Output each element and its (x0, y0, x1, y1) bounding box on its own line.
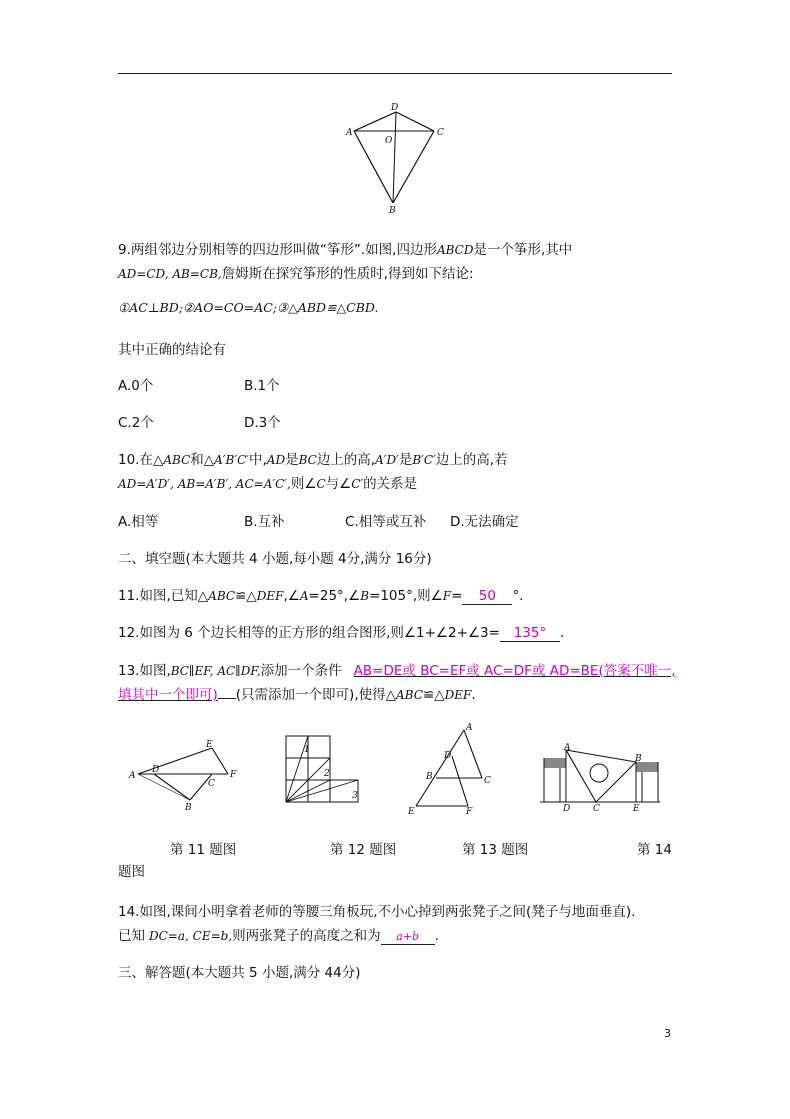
fig12-label-3: 3 (352, 791, 358, 801)
page-number: 3 (664, 1027, 671, 1040)
fig11-label-d: D (152, 765, 160, 775)
fig14-label-d: D (563, 804, 571, 812)
fig11-label-e: E (206, 740, 213, 750)
q11-answer: 50 (478, 588, 496, 604)
fig13-label-f: F (466, 807, 473, 814)
fig14-label-b: B (635, 754, 642, 764)
q13-line2: 填其中一个即可) (只需添加一个即可),使得△ABC≌△DEF. (118, 687, 476, 703)
caption-fig-14: 第 14 (637, 842, 672, 858)
figure-14 (538, 740, 662, 812)
kite-label-o: O (385, 136, 393, 146)
q14-line1: 14.如图,课间小明拿着老师的等腰三角板玩,不小心掉到两张凳子之间(凳子与地面垂直). (118, 904, 636, 920)
section-3-heading: 三、解答题(本大题共 5 小题,满分 44分) (118, 965, 361, 981)
fig13-label-c: C (484, 776, 491, 786)
kite-label-a: A (346, 128, 353, 138)
q13-line1: 13.如图,BC∥EF, AC∥DF,添加一个条件 AB=DE或 BC=EF或 AC=DF或 AD=BE(答案不唯一, (118, 663, 676, 679)
fig11-label-c: C (208, 779, 215, 789)
fig14-label-e: E (633, 804, 640, 812)
q9-conclusions: ①AC⊥BD;②AO=CO=AC;③△ABD≌△CBD. (118, 300, 379, 315)
q12-answer: 135° (513, 625, 547, 641)
q9-option-d: D.3个 (244, 415, 281, 431)
q14-answer: a+b (396, 930, 420, 943)
fig14-label-a: A (564, 743, 571, 753)
kite-label-d: D (391, 103, 399, 113)
header-rule (118, 73, 672, 74)
fig11-label-f: F (230, 770, 237, 780)
fig11-label-b: B (185, 803, 192, 813)
figure-11 (124, 734, 244, 814)
q14-line2: 已知 DC=a, CE=b,则两张凳子的高度之和为 a+b . (118, 928, 439, 944)
caption-fig-14-continued: 题图 (118, 864, 145, 880)
q13-answer-part1: AB=DE或 BC=EF或 AC=DF或 AD=BE(答案不唯一, (353, 663, 676, 679)
kite-figure (330, 100, 460, 220)
fig11-label-a: A (129, 771, 136, 781)
kite-label-c: C (437, 128, 444, 138)
q10-line1: 10.在△ABC和△A′B′C′中,AD是BC边上的高,A′D′是B′C′边上的高,若 (118, 452, 508, 468)
caption-fig-12: 第 12 题图 (330, 842, 397, 858)
section-2-heading: 二、填空题(本大题共 4 小题,每小题 4分,满分 16分) (118, 551, 432, 567)
kite-label-b: B (389, 206, 396, 216)
q9-option-a: A.0个 (118, 378, 154, 394)
q11: 11.如图,已知△ABC≌△DEF,∠A=25°,∠B=105°,则∠F= 50 °. (118, 588, 524, 604)
q9-line1: 9.两组邻边分别相等的四边形叫做“筝形”.如图,四边形ABCD是一个筝形,其中 (118, 242, 573, 258)
q9-line2: AD=CD, AB=CB,詹姆斯在探究筝形的性质时,得到如下结论: (118, 266, 474, 282)
q10-option-c: C.相等或互补 (345, 514, 427, 530)
caption-fig-11: 第 11 题图 (170, 842, 237, 858)
q10-option-d: D.无法确定 (450, 514, 519, 530)
q10-line2: AD=A′D′, AB=A′B′, AC=A′C′,则∠C与∠C′的关系是 (118, 476, 418, 492)
fig13-label-b: B (426, 772, 433, 782)
fig14-label-c: C (593, 804, 600, 812)
q10-option-b: B.互补 (244, 514, 285, 530)
fig13-label-e: E (408, 807, 415, 814)
q9-option-c: C.2个 (118, 415, 154, 431)
figure-12 (282, 734, 364, 814)
fig13-label-d: D (444, 751, 452, 761)
q12: 12.如图为 6 个边长相等的正方形的组合图形,则∠1+∠2+∠3= 135° . (118, 625, 565, 641)
fig13-label-a: A (466, 723, 473, 733)
q10-option-a: A.相等 (118, 514, 159, 530)
q9-prompt: 其中正确的结论有 (118, 342, 226, 358)
q9-option-b: B.1个 (244, 378, 280, 394)
fig12-label-2: 2 (324, 769, 330, 779)
fig12-label-1: 1 (304, 745, 310, 755)
caption-fig-13: 第 13 题图 (462, 842, 529, 858)
figure-13 (402, 722, 502, 814)
q13-answer-part2: 填其中一个即可) (118, 687, 218, 703)
